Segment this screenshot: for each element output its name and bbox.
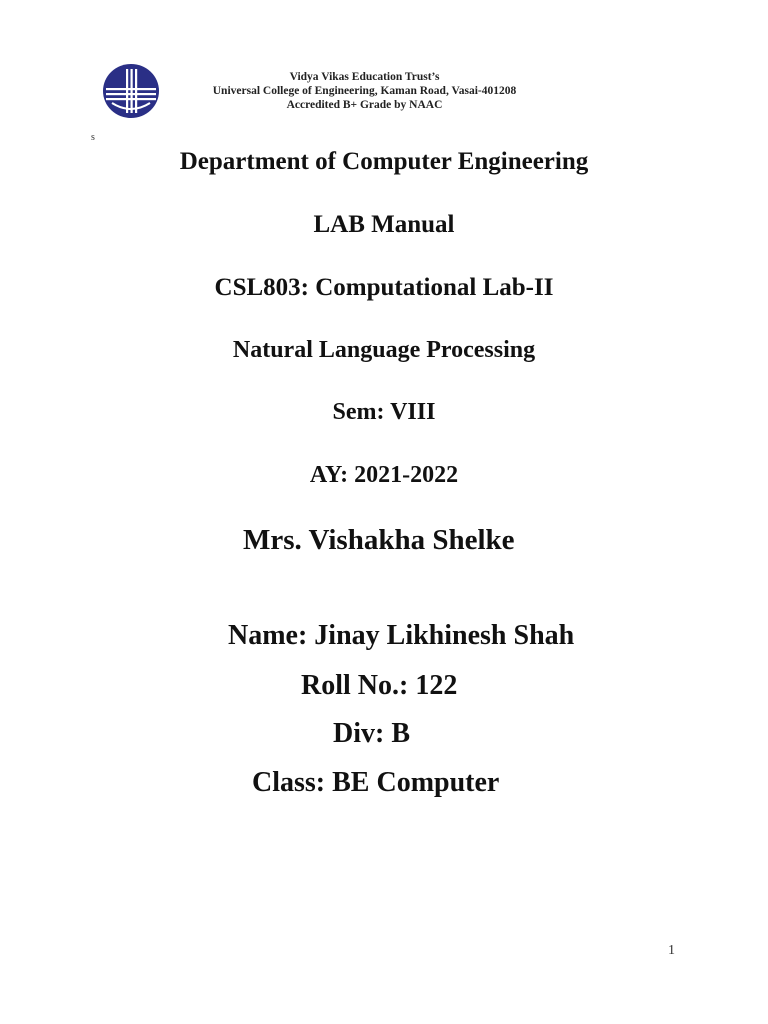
student-class: Class: BE Computer [252,767,500,798]
college-address: Universal College of Engineering, Kaman Road, Vasai-401208 [212,85,517,97]
stray-mark: s [91,132,95,143]
department-title: Department of Computer Engineering [179,148,589,175]
academic-year: AY: 2021-2022 [309,462,459,488]
student-roll: Roll No.: 122 [301,670,458,701]
subject-name: Natural Language Processing [232,337,536,363]
semester: Sem: VIII [332,399,436,425]
trust-name: Vidya Vikas Education Trust’s [289,71,440,83]
accreditation: Accredited B+ Grade by NAAC [286,99,443,111]
letterhead [192,70,537,112]
student-name: Name: Jinay Likhinesh Shah [228,620,575,651]
page-number: 1 [668,943,675,958]
student-division: Div: B [333,718,410,749]
faculty-name: Mrs. Vishakha Shelke [243,524,515,556]
manual-title: LAB Manual [313,211,455,238]
course-code: CSL803: Computational Lab-II [214,274,554,301]
college-logo-icon [102,63,160,119]
